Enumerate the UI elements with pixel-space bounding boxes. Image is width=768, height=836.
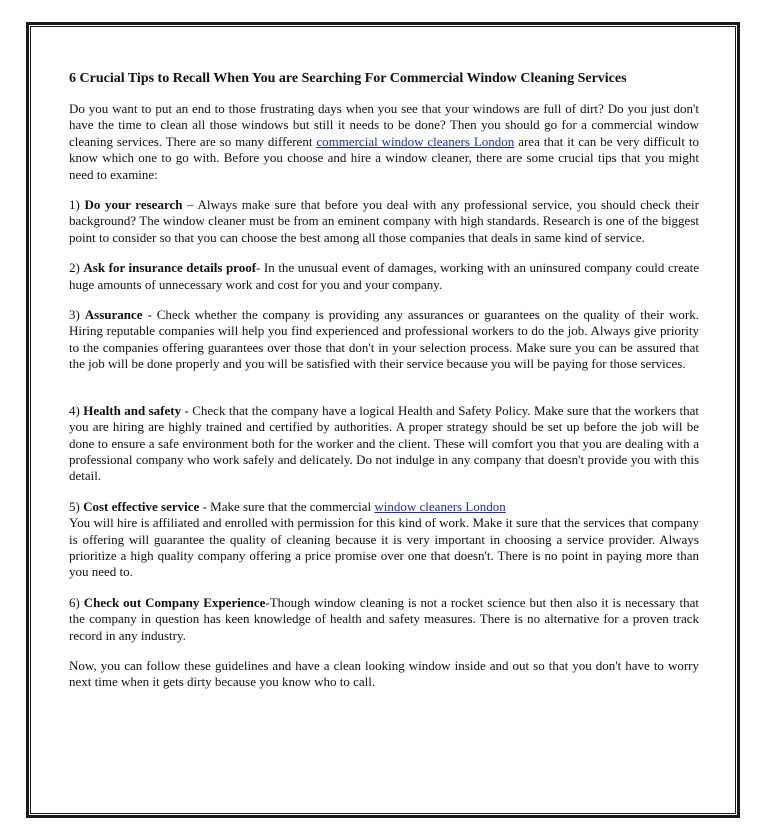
document-title: 6 Crucial Tips to Recall When You are Searching For Commercial Window Cleaning Services xyxy=(69,71,627,86)
tip-paragraph-6 xyxy=(69,595,699,644)
intro-text-end: area that it can be very difficult to know which one to go with. Before you choose and hire a window cleaner, there are some crucial tips that you might need to examine: xyxy=(69,133,700,182)
tip-heading: Do your research xyxy=(84,197,183,213)
tip-paragraph-3 xyxy=(69,307,699,373)
tip-body: – Always make sure that before you deal with any professional service, you should check their background? The window cleaner must be from an eminent company with high standards. Research is one of the biggest point to consider so that you can choose the best among all those companies that deals in same kind of service. xyxy=(69,197,700,245)
tip-heading: Ask for insurance details proof xyxy=(83,260,257,276)
tip-number: 3) xyxy=(69,307,80,323)
tip-number: 1) xyxy=(69,197,80,213)
intro-text-start: Do you want to put an end to those frustrating days when you see that your windows are full of dirt? Do you just don't have the time to clean all those windows but still it needs to be done? Then you should go for a commercial window cleaning services. There are so many different xyxy=(69,101,699,149)
tip-number: 6) xyxy=(69,594,80,610)
tip-body-end: You will hire is affiliated and enrolled with permission for this kind of work. Make it sure that the services that company is offering will guarantee the quality of cleaning because it is very important in choosing a service provider. Always prioritize a high quality company offering a price promise over one that doesn't. There is no point in paying more than you need to. xyxy=(69,515,699,580)
tip-body: - In the unusual event of damages, working with an uninsured company could create huge amounts of unnecessary work and cost for you and your company. xyxy=(69,260,699,292)
tip-paragraph-1 xyxy=(69,197,699,246)
intro-paragraph xyxy=(69,101,699,183)
tip-body-start: - Make sure that the commercial xyxy=(199,498,375,514)
tip-number: 4) xyxy=(69,402,80,418)
tip-body: -Though window cleaning is not a rocket science but then also it is necessary that the company in question has keen knowledge of health and safety measures. There is no alternative for a proven track record in any industry. xyxy=(69,594,700,643)
conclusion-paragraph: Now, you can follow these guidelines and have a clean looking window inside and out so that you don't have to worry next time when it gets dirty because you know who to call. xyxy=(69,657,699,690)
tip-paragraph-2 xyxy=(69,260,699,293)
tip-number: 5) xyxy=(69,498,80,514)
tip-body: - Check whether the company is providing any assurances or guarantees on the quality of their work. Hiring reputable companies will help you find experienced and professional workers to do the job. Always give priority to the companies offering guarantees over those that don't in your selection process. Make sure you can be assured that the job will be done properly and you will be satisfied with their service because you will be paying for those services. xyxy=(69,307,699,372)
window-cleaners-london-link[interactable]: window cleaners London xyxy=(374,498,506,514)
tip-paragraph-5 xyxy=(69,499,699,581)
tip-heading: Check out Company Experience xyxy=(83,594,266,610)
commercial-window-cleaners-link[interactable]: commercial window cleaners London xyxy=(316,133,515,149)
tip-body: - Check that the company have a logical Health and Safety Policy. Make sure that the workers that you are hiring are highly trained and certified by authorities. A proper strategy should be set up before the job will be done to ensure a safe environment both for the worker and the client. These will comfort you that you are dealing with a professional company who work safely and delicately. Do not indulge in any company that doesn't provide you with this detail. xyxy=(69,402,700,484)
document-body xyxy=(69,70,699,705)
tip-number: 2) xyxy=(69,260,80,276)
tip-heading: Cost effective service xyxy=(83,498,200,514)
tip-heading: Health and safety xyxy=(83,402,182,418)
tip-paragraph-4 xyxy=(69,403,699,485)
tip-heading: Assurance xyxy=(84,307,143,323)
